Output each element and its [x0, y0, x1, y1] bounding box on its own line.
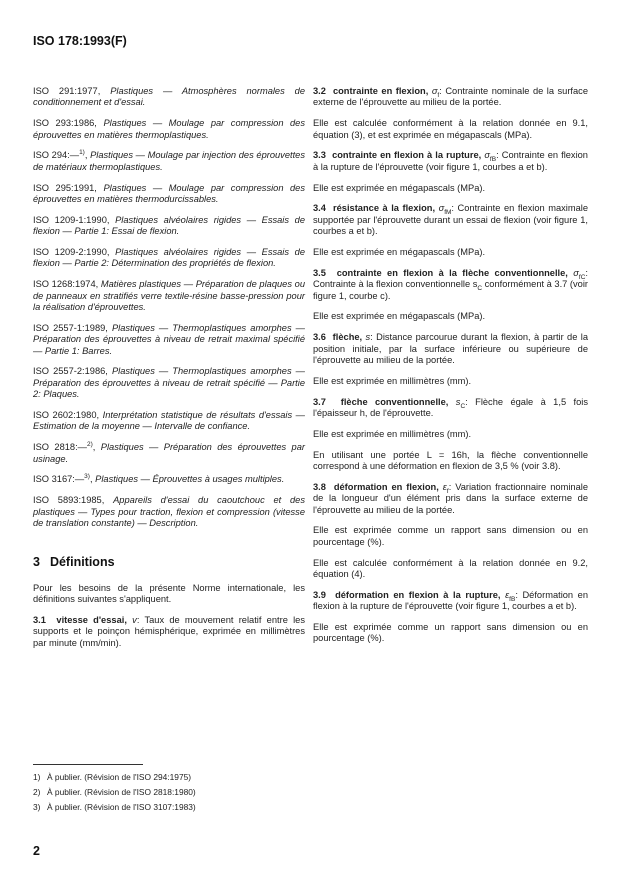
definition-number: 3.9 — [313, 589, 326, 600]
definition-3-8-note-2: Elle est calculée conformément à la relation donnée en 9.2, équation (4). — [313, 557, 588, 580]
definition-number: 3.2 — [313, 86, 326, 96]
definition-3-6-note: Elle est exprimée en millimètres (mm). — [313, 375, 472, 386]
definition-3-9-note: Elle est exprimée comme un rapport sans dimension ou en pourcentage (%). — [313, 622, 588, 644]
definition-number: 3.3 — [313, 150, 326, 161]
definition-3-8-note: Elle est exprimée comme un rapport sans dimension ou en pourcentage (%). — [313, 525, 588, 547]
reference-entry — [33, 279, 305, 313]
reference-entry — [33, 118, 305, 141]
definition-term: déformation en flexion à la rupture, — [335, 589, 501, 600]
footnotes — [33, 764, 305, 818]
definition-symbol-subscript: fB — [509, 595, 516, 603]
definition-3-3-note: Elle est exprimée en mégapascals (MPa). — [313, 182, 486, 193]
reference-title: Plastiques alvéolaires rigides — Essais de flexion — Partie 2: Détermination des propriétés de flexion. — [33, 247, 305, 269]
definition-3-2 — [313, 86, 588, 109]
definition-term: contrainte en flexion, — [332, 86, 429, 96]
reference-title: Plastiques — Moulage par injection des éprouvettes de matériaux thermoplastiques. — [33, 150, 305, 172]
definition-text: : Déformation en flexion à la rupture de l'éprouvette (voir figure 1, courbes a et b). — [313, 589, 589, 612]
definition-number: 3.7 — [313, 396, 326, 407]
definition-symbol-subscript: C — [460, 402, 466, 410]
reference-number: ISO 1209-2:1990, — [33, 247, 110, 258]
definition-text: : Taux de mouvement relatif entre les supports et le poinçon hémisphérique, exprimée en millimètres par minute (mm/min). — [33, 615, 305, 648]
definition-3-1 — [33, 615, 305, 649]
reference-number: ISO 1209-1:1990, — [33, 214, 110, 225]
footnote-text: À publier. (Révision de l'ISO 3107:1983) — [47, 802, 196, 813]
reference-number: ISO 294:— — [33, 150, 80, 161]
definition-term: flèche, — [332, 332, 363, 343]
left-column — [33, 86, 305, 659]
definition-text: : Variation fractionnaire nominale de la longueur d'un élément pris dans la surface externe de l'éprouvette au milieu de la portée. — [313, 481, 588, 515]
definition-term: résistance à la flexion, — [333, 203, 436, 214]
definition-number: 3.1 — [33, 615, 46, 626]
section-number: 3 — [33, 555, 40, 570]
reference-entry — [33, 442, 305, 465]
document-id-header: ISO 178:1993(F) — [33, 34, 127, 48]
definition-3-6 — [313, 332, 588, 366]
reference-entry — [33, 366, 305, 400]
right-column — [313, 86, 588, 654]
definition-text: : Contrainte en flexion maximale supportée par l'éprouvette durant un essai de flexion (voir figure 1, courbes a et b). — [313, 203, 588, 237]
definition-number: 3.8 — [313, 481, 326, 492]
reference-title: Appareils d'essai du caoutchouc et des plastiques — Types pour traction, flexion et compression (vitesse de translation constante) — Description. — [33, 495, 305, 529]
reference-title: Plastiques — Moulage par compression des éprouvettes en matières thermodurcissables. — [33, 182, 306, 205]
definition-term: flèche conventionnelle, — [340, 396, 449, 407]
definition-symbol: σ — [438, 203, 445, 214]
definition-3-4 — [313, 203, 588, 237]
definition-symbol-subscript: f — [437, 91, 440, 99]
definition-term: contrainte en flexion à la rupture, — [332, 150, 482, 161]
definition-text-subscript: C — [477, 285, 483, 293]
definition-text: : Contrainte à la flexion conventionnelle s — [313, 267, 588, 290]
footnote-text: À publier. (Révision de l'ISO 294:1975) — [47, 772, 192, 782]
definition-symbol: v — [132, 615, 137, 626]
reference-number: ISO 2602:1980, — [33, 410, 100, 421]
definition-symbol-subscript: fM — [444, 209, 452, 217]
reference-entry — [33, 183, 305, 206]
reference-separator: , — [92, 442, 96, 453]
definition-symbol-subscript: f — [446, 487, 449, 495]
definitions-intro: Pour les besoins de la présente Norme internationale, les définitions suivantes s'appliquent. — [33, 582, 305, 605]
reference-title: Interprétation statistique de résultats d'essais — Estimation de la moyenne — Intervalle de confiance. — [33, 410, 305, 432]
definition-number: 3.6 — [313, 332, 326, 343]
reference-entry — [33, 150, 305, 173]
normative-references-list — [33, 86, 305, 529]
definition-3-7-note: Elle est exprimée en millimètres (mm). — [313, 428, 472, 439]
reference-number: ISO 5893:1985, — [33, 495, 105, 506]
reference-entry — [33, 410, 305, 433]
definition-3-3 — [313, 150, 588, 173]
definition-term: contrainte en flexion à la flèche conventionnelle, — [336, 267, 568, 278]
reference-title: Matières plastiques — Préparation de plaques ou de panneaux en stratifiés verre textile-résine basse-pression pour la réalisation d'éprouvettes. — [33, 279, 305, 313]
reference-title: Plastiques — Moulage par compression des éprouvettes en matières thermoplastiques. — [33, 118, 306, 140]
footnote-2 — [33, 787, 305, 798]
footnote-rule — [33, 764, 143, 765]
definition-symbol: s — [365, 332, 371, 343]
reference-number: ISO 295:1991, — [33, 182, 97, 193]
section-title: Définitions — [49, 555, 115, 570]
reference-title: Plastiques — Thermoplastiques amorphes — Préparation des éprouvettes à niveau de retrait maximal spécifié — Partie 1: Barres. — [33, 322, 305, 356]
footnote-3 — [33, 802, 305, 813]
definition-text: : Distance parcourue durant la flexion, à partir de la position initiale, par la surface inférieure ou supérieure de l'éprouvette au milieu de la portée. — [313, 332, 588, 366]
reference-entry — [33, 247, 305, 270]
reference-title: Plastiques — Préparation des éprouvettes par usinage. — [33, 442, 305, 464]
reference-number: ISO 2557-2:1986, — [33, 366, 108, 377]
definition-symbol: σ — [573, 267, 579, 278]
reference-entry — [33, 323, 305, 357]
definition-symbol: s — [455, 396, 461, 407]
definition-3-2-note: Elle est calculée conformément à la relation donnée en 9.1, équation (3), et est exprimée en mégapascals (MPa). — [313, 118, 588, 140]
definition-symbol-subscript: fC — [578, 273, 586, 281]
reference-title: Plastiques — Atmosphères normales de conditionnement et d'essai. — [33, 86, 305, 108]
reference-title: Plastiques — Thermoplastiques amorphes — Préparation des éprouvettes à niveau de retrait spécifié — Partie 2: Plaques. — [33, 366, 305, 400]
definition-3-5-note: Elle est exprimée en mégapascals (MPa). — [313, 311, 486, 322]
footnote-1 — [33, 772, 305, 783]
definition-symbol-subscript: fB — [489, 156, 497, 164]
footnote-marker: 1) — [33, 772, 41, 782]
reference-number: ISO 1268:1974, — [33, 279, 99, 290]
definition-3-9 — [313, 590, 588, 613]
reference-separator: , — [89, 474, 93, 485]
reference-entry — [33, 215, 305, 238]
definition-symbol: ε — [442, 481, 447, 492]
definition-term: déformation en flexion, — [333, 481, 439, 492]
reference-title: Plastiques — Éprouvettes à usages multiples. — [95, 474, 285, 485]
footnote-reference: 3) — [84, 473, 90, 481]
definition-text: : Flèche égale à 1,5 fois l'épaisseur h, de l'éprouvette. — [313, 396, 588, 419]
definition-symbol: ε — [505, 589, 510, 600]
definition-number: 3.4 — [313, 203, 326, 214]
definition-3-7 — [313, 397, 588, 420]
reference-entry — [33, 86, 305, 109]
definition-text: : Contrainte en flexion à la rupture de l'éprouvette (voir figure 1, courbes a et b). — [313, 150, 588, 172]
reference-title: Plastiques alvéolaires rigides — Essais de flexion — Partie 1: Essai de flexion. — [33, 214, 305, 237]
reference-number: ISO 3167:— — [33, 474, 85, 485]
reference-separator: , — [84, 150, 88, 161]
definition-number: 3.5 — [313, 267, 326, 278]
reference-number: ISO 2818:— — [33, 442, 87, 453]
reference-entry — [33, 474, 305, 485]
definition-symbol: σ — [484, 150, 490, 161]
definition-text-tail: conformément à 3.7 (voir figure 1, courbe c). — [313, 279, 588, 301]
footnote-reference: 1) — [79, 149, 85, 157]
definition-3-4-note: Elle est exprimée en mégapascals (MPa). — [313, 247, 486, 258]
footnote-marker: 3) — [33, 802, 41, 813]
definition-3-8 — [313, 482, 588, 516]
reference-entry — [33, 495, 305, 529]
reference-number: ISO 293:1986, — [33, 118, 97, 129]
definition-text: : Contrainte nominale de la surface externe de l'éprouvette au milieu de la portée. — [313, 86, 589, 108]
definition-3-5 — [313, 268, 588, 302]
reference-number: ISO 291:1977, — [33, 86, 101, 96]
reference-number: ISO 2557-1:1989, — [33, 322, 108, 333]
definition-term: vitesse d'essai, — [56, 615, 127, 626]
page-number: 2 — [33, 844, 40, 858]
section-heading — [33, 557, 305, 568]
footnote-text: À publier. (Révision de l'ISO 2818:1980) — [47, 787, 196, 798]
footnote-reference: 2) — [86, 441, 93, 449]
definition-symbol: σ — [431, 86, 438, 96]
definition-3-7-note-2: En utilisant une portée L = 16h, la flèche conventionnelle correspond à une déformation en flexion de 3,5 % (voir 3.8). — [313, 449, 588, 472]
footnote-marker: 2) — [33, 787, 41, 798]
